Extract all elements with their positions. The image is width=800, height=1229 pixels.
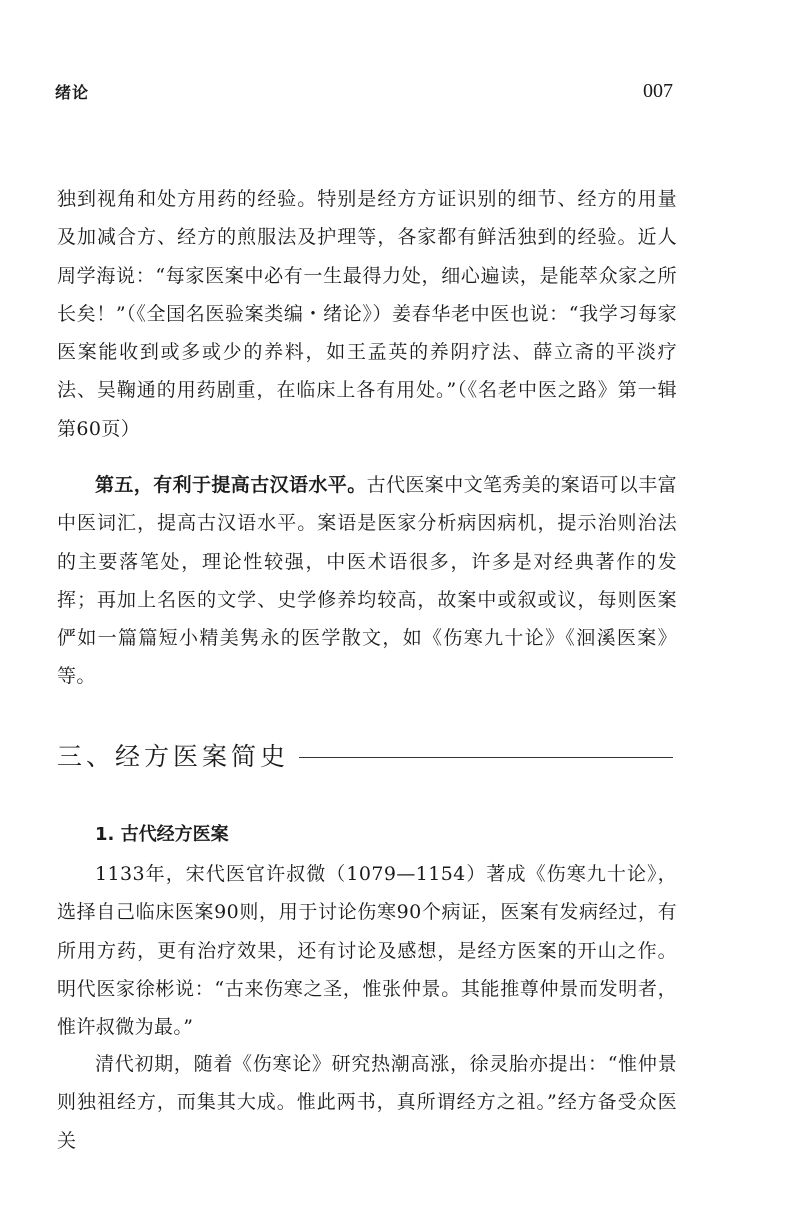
- page-number: 007: [643, 80, 673, 102]
- running-head-section: 绪论: [55, 83, 90, 102]
- section-heading-text: 三、经方医案简史: [57, 742, 290, 771]
- paragraph-4: 清代初期，随着《伤寒论》研究热潮高涨，徐灵胎亦提出：“惟仲景则独祖经方，而集其大成。惟此两书，真所谓经方之祖。”经方备受众医关: [57, 1053, 677, 1152]
- paragraph-2-lead: 第五，有利于提高古汉语水平。: [95, 474, 367, 496]
- section-heading-rule: [299, 757, 673, 758]
- paragraph-2-body: 古代医案中文笔秀美的案语可以丰富中医词汇，提高古汉语水平。案语是医家分析病因病机，提示治则治法的主要落笔处，理论性较强，中医术语很多，许多是对经典著作的发挥；再加上名医的文学、史学修养均较高，故案中或叙或议，每则医案俨如一篇篇短小精美隽永的医学散文，如《伤寒九十论》《洄溪医案》等。: [57, 474, 678, 688]
- subsection-heading: 1. 古代经方医案: [95, 824, 229, 845]
- paragraph-1: 独到视角和处方用药的经验。特别是经方方证识别的细节、经方的用量及加减合方、经方的煎服法及护理等，各家都有鲜活独到的经验。近人周学海说：“每家医案中必有一生最得力处，细心遍读，是能萃众家之所长矣！”（《全国名医验案类编・绪论》）姜春华老中医也说：“我学习每家医案能收到或多或少的养料，如王孟英的养阴疗法、薛立斋的平淡疗法、吴鞠通的用药剧重，在临床上各有用处。”（《名老中医之路》第一辑第60页）: [57, 188, 677, 440]
- paragraph-3: 1133年，宋代医官许叔微（1079—1154）著成《伤寒九十论》，选择自己临床医案90则，用于讨论伤寒90个病证，医案有发病经过，有所用方药，更有治疗效果，还有讨论及感想，是经方医案的开山之作。明代医家徐彬说：“古来伤寒之圣，惟张仲景。其能推尊仲景而发明者，惟许叔微为最。”: [57, 863, 677, 1039]
- running-head: [55, 80, 673, 106]
- paragraph-2: [57, 466, 677, 696]
- section-heading: [57, 735, 673, 775]
